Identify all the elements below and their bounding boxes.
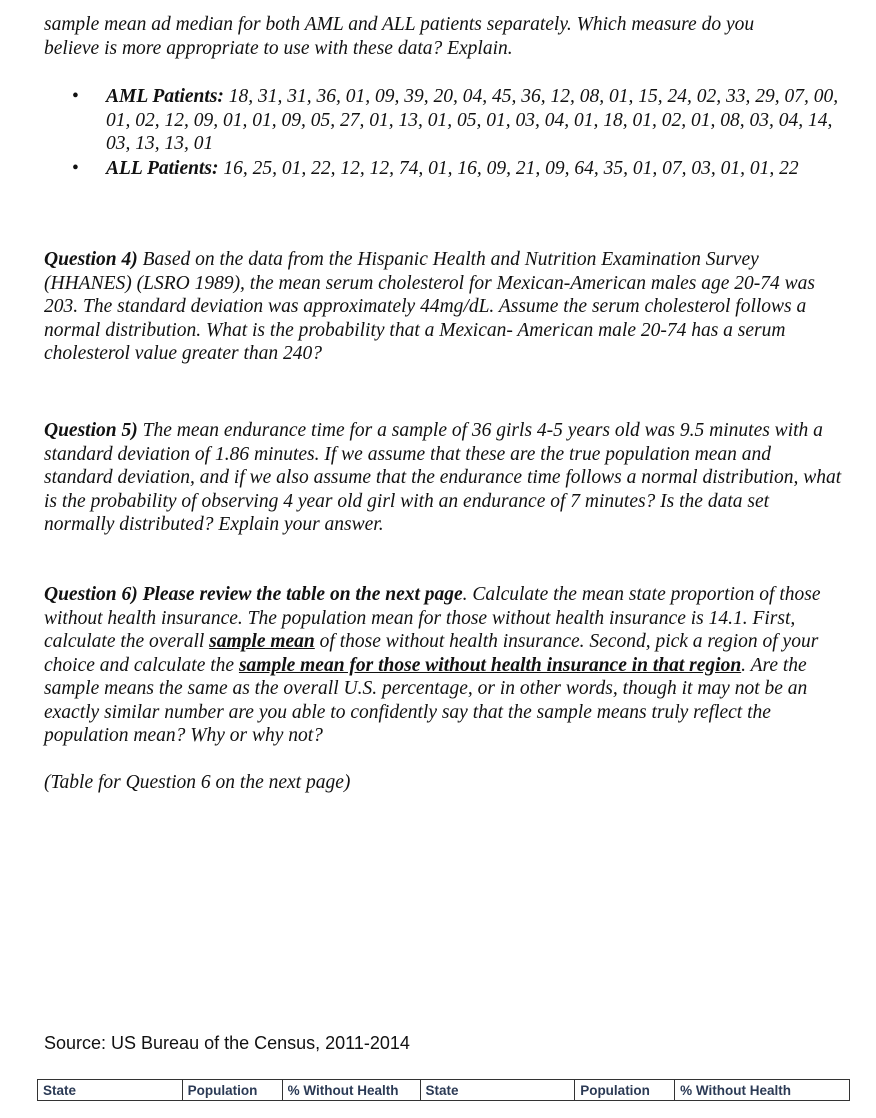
insurance-table-header xyxy=(37,1079,850,1101)
question-5-label: Question 5) xyxy=(44,420,138,441)
table-header-row xyxy=(38,1080,850,1101)
source-citation: Source: US Bureau of the Census, 2011-2014 xyxy=(44,1033,410,1053)
question-6-emphasis-1: sample mean xyxy=(209,631,315,652)
question-6-label: Question 6) Please review the table on the next page xyxy=(44,584,463,605)
column-header-state: State xyxy=(38,1080,183,1101)
question-4-text: Based on the data from the Hispanic Health and Nutrition Examination Survey (HHANES) (LSRO 1989), the mean serum cholesterol for Mexican-American males age 20-74 was 203. The standard deviation was approximately 44mg/dL. Assume the serum cholesterol follows a normal distribution. What is the probability that a Mexican- American male 20-74 has a serum cholesterol value greater than 240? xyxy=(44,249,816,364)
intro-line-1: sample mean ad median for both AML and ALL patients separately. Which measure do you xyxy=(44,14,755,35)
column-header-pct-without-health-2: % Without Health xyxy=(675,1080,850,1101)
list-item-aml xyxy=(44,85,844,156)
question-6-text-2: of those without health insurance. Second, pick a region of your choice and calculate the xyxy=(44,631,819,676)
question-6-emphasis-2: sample mean for those without health insurance in that region xyxy=(238,654,742,676)
question-6-text-3: . Are the sample means the same as the overall U.S. percentage, or in other words, though it may not be an exactly similar number are you able to confidently say that the sample means truly reflect the population mean? Why or why not? xyxy=(44,654,808,746)
question-5 xyxy=(44,419,844,537)
question-6-table-note: (Table for Question 6 on the next page) xyxy=(44,772,351,793)
aml-values: 18, 31, 31, 36, 01, 09, 39, 20, 04, 45, 36, 12, 08, 01, 15, 24, 02, 33, 29, 07, 00, 01, 02, 12, 09, 01, 01, 09, 05, 27, 01, 13, 01, 05, 01, 03, 04, 01, 18, 01, 02, 01, 08, 03, 04, 14, 03, 13, 13, 01 xyxy=(106,86,839,154)
column-header-population: Population xyxy=(182,1080,282,1101)
question-5-text: The mean endurance time for a sample of 36 girls 4-5 years old was 9.5 minutes with a standard deviation of 1.86 minutes. If we assume that these are the true population mean and standard deviation, and if we also assume that the endurance time follows a normal distribution, what is the probability of observing 4 year old girl with an endurance of 7 minutes? Is the data set normally distributed? Explain your answer. xyxy=(44,420,842,535)
question-6 xyxy=(44,583,844,748)
column-header-population-2: Population xyxy=(575,1080,675,1101)
list-item-all xyxy=(44,157,844,181)
patient-data-list xyxy=(44,85,844,180)
all-values: 16, 25, 01, 22, 12, 12, 74, 01, 16, 09, 21, 09, 64, 35, 01, 07, 03, 01, 01, 22 xyxy=(218,157,799,179)
question-4-label: Question 4) xyxy=(44,249,138,270)
bullet-dot-icon: • xyxy=(72,86,79,107)
question-4 xyxy=(44,248,844,366)
column-header-pct-without-health: % Without Health xyxy=(282,1080,420,1101)
intro-paragraph xyxy=(44,13,844,60)
bullet-dot-icon: • xyxy=(72,157,79,179)
intro-line-2: believe is more appropriate to use with these data? Explain. xyxy=(44,37,513,59)
column-header-state-2: State xyxy=(420,1080,575,1101)
aml-label: AML Patients: xyxy=(106,86,224,107)
all-label: ALL Patients: xyxy=(106,157,219,179)
question-6-text-1: . Calculate the mean state proportion of those without health insurance. The population mean for those without health insurance is 14.1. First, calculate the overall xyxy=(44,584,821,652)
